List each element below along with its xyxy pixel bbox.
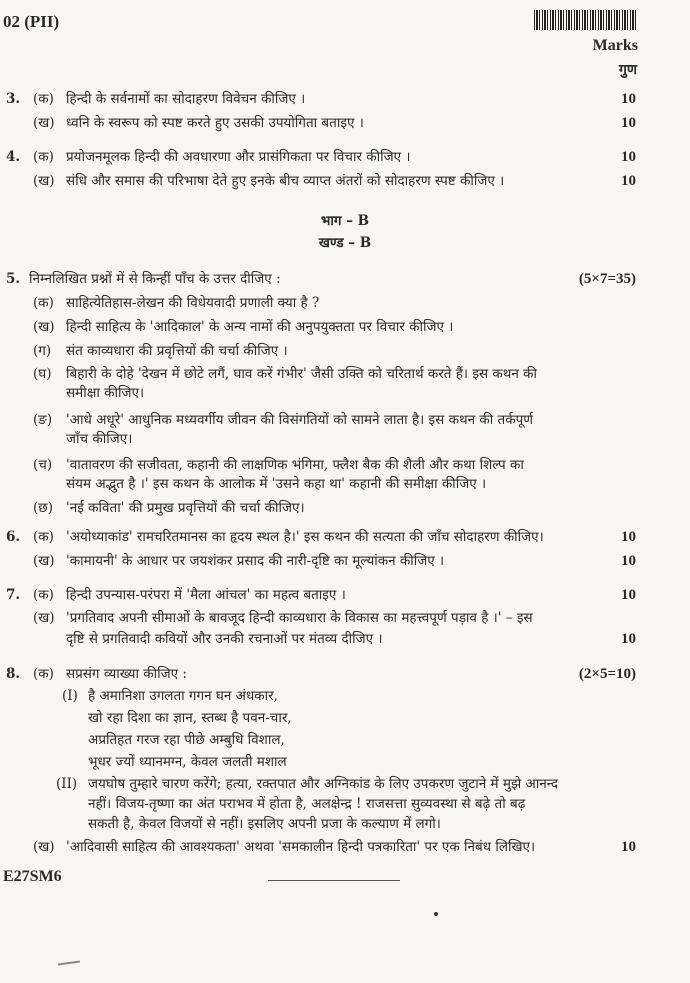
item-text: समीक्षा कीजिए।: [66, 385, 145, 401]
q5-item: [0, 292, 690, 314]
sub-label: (ङ): [33, 412, 53, 428]
poem-line: [0, 729, 690, 751]
marks: 10: [621, 839, 636, 855]
sub-label: (ख): [33, 839, 55, 855]
question-number: 5.: [6, 271, 21, 287]
q8-b: [0, 836, 690, 858]
marks: 10: [621, 553, 636, 569]
prose-text: जयघोष तुम्हारे चारण करेंगे; हत्या, रक्तपात और अग्निकांड के लिए उपकरण जुटाने में मुझे आनन्द: [88, 776, 559, 792]
q3-a: [0, 88, 690, 110]
q6-b: [0, 550, 690, 572]
marks: 10: [621, 631, 636, 647]
q7-b-cont: [0, 628, 690, 650]
poem-text: खो रहा दिशा का ज्ञान, स्तब्ध है पवन-चार,: [88, 710, 292, 726]
q4-b: [0, 170, 690, 192]
sub-label: (क): [33, 295, 54, 311]
footer-rule: [268, 880, 400, 881]
sub-label: (क): [33, 529, 54, 545]
ink-dot: [434, 912, 438, 916]
poem-line: [0, 707, 690, 729]
q5-item: [0, 497, 690, 519]
question-text: सप्रसंग व्याख्या कीजिए :: [66, 666, 187, 682]
question-number: 6.: [6, 529, 21, 545]
part-heading: भाग – B: [320, 213, 370, 229]
question-text: निम्नलिखित प्रश्नों में से किन्हीं पाँच के उत्तर दीजिए :: [29, 271, 281, 287]
item-text: जाँच कीजिए।: [66, 431, 133, 447]
item-text: साहित्येतिहास-लेखन की विधेयवादी प्रणाली क्या है ?: [66, 295, 320, 311]
prose-text: नहीं। विजय-तृष्णा का अंत पराभव में होता है, अलक्षेन्द्र ! राजसत्ता सुव्यवस्था से बढ़े तो बढ़: [88, 796, 526, 812]
poem-text: भूधर ज्यों ध्यानमग्न, केवल जलती मशाल: [88, 754, 287, 770]
question-text: 'प्रगतिवाद अपनी सीमाओं के बावजूद हिन्दी काव्यधारा के विकास का महत्त्वपूर्ण पड़ाव है ।' – इस: [66, 610, 533, 626]
prose-line: [0, 793, 690, 815]
poem-text: है अमानिशा उगलता गगन घन अंधकार,: [88, 688, 278, 704]
marks: 10: [621, 529, 636, 545]
item-text: संत काव्यधारा की प्रवृत्तियों की चर्चा कीजिए ।: [66, 343, 288, 359]
sub-label: (क): [33, 587, 54, 603]
q5-item-cont: [0, 428, 690, 450]
q7-b: [0, 607, 690, 629]
item-text: हिन्दी साहित्य के 'आदिकाल' के अन्य नामों की अनुपयुक्तता पर विचार कीजिए ।: [66, 319, 454, 335]
question-text: संधि और समास की परिभाषा देते हुए इनके बीच व्याप्त अंतरों को सोदाहरण स्पष्ट कीजिए ।: [66, 173, 505, 189]
prose-line: [0, 773, 690, 795]
question-number: 4.: [6, 149, 21, 165]
sub-label: (घ): [33, 366, 52, 382]
prose-line: [0, 813, 690, 835]
sub-label: (क): [33, 91, 54, 107]
sub-label: (च): [33, 457, 53, 473]
question-number: 8.: [6, 666, 21, 682]
sub-label: (ख): [33, 115, 55, 131]
question-text: 'कामायनी' के आधार पर जयशंकर प्रसाद की नारी-दृष्टि का मूल्यांकन कीजिए ।: [66, 553, 445, 569]
item-text: 'नई कविता' की प्रमुख प्रवृत्तियों की चर्चा कीजिए।: [66, 500, 305, 516]
question-number: 3.: [6, 91, 21, 107]
question-number: 7.: [6, 587, 21, 603]
marks: 10: [621, 173, 636, 189]
question-text: हिन्दी के सर्वनामों का सोदाहरण विवेचन कीजिए ।: [66, 91, 306, 107]
question-text: दृष्टि से प्रगतिवादी कवियों और उनकी रचनाओं पर मंतव्य दीजिए ।: [66, 631, 383, 647]
item-text: बिहारी के दोहे 'देखन में छोटे लगैं, घाव करें गंभीर' जैसी उक्ति को चरितार्थ करते हैं। इस कथन की: [66, 366, 538, 382]
sub-label: (ख): [33, 553, 55, 569]
question-text: हिन्दी उपन्यास-परंपरा में 'मैला आंचल' का महत्व बताइए ।: [66, 587, 346, 603]
sub-label: (ख): [33, 610, 55, 626]
q8-a: [0, 663, 690, 685]
question-text: प्रयोजनमूलक हिन्दी की अवधारणा और प्रासंगिकता पर विचार कीजिए ।: [66, 149, 411, 165]
poem-label: (I): [62, 688, 78, 704]
item-text: संयम अद्भुत है ।' इस कथन के आलोक में 'उसने कहा था' कहानी की समीक्षा कीजिए ।: [66, 476, 487, 492]
pen-mark: [58, 960, 80, 965]
poem-text: अप्रतिहत गरज रहा पीछे अम्बुधि विशाल,: [88, 732, 285, 748]
sub-label: (ख): [33, 319, 55, 335]
footer-code: E27SM6: [3, 868, 62, 885]
section-heading: खण्ड – B: [318, 235, 372, 251]
q5-item-cont: [0, 382, 690, 404]
poem-line: [0, 751, 690, 773]
sub-label: (ख): [33, 173, 55, 189]
marks: (2×5=10): [578, 666, 636, 682]
marks: 10: [621, 587, 636, 603]
q6-a: [0, 526, 690, 548]
marks: 10: [621, 91, 636, 107]
item-text: 'आधे अधूरे' आधुनिक मध्यवर्गीय जीवन की विसंगतियों को सामने लाता है। इस कथन की तर्कपूर्ण: [66, 412, 534, 428]
paper-code: 02 (PII): [3, 12, 60, 31]
sub-label: (ग): [33, 343, 52, 359]
question-text: 'आदिवासी साहित्य की आवश्यकता' अथवा 'समकालीन हिन्दी पत्रकारिता' पर एक निबंध लिखिए।: [66, 839, 536, 855]
q5-item-cont: [0, 473, 690, 495]
sub-label: (क): [33, 666, 54, 682]
marks-heading-hindi: गुण: [618, 62, 637, 78]
barcode: [534, 10, 638, 30]
marks: 10: [621, 149, 636, 165]
question-text: 'अयोध्याकांड' रामचरितमानस का हृदय स्थल है।' इस कथन की सत्यता की जाँच सोदाहरण कीजिए।: [66, 529, 544, 545]
marks: (5×7=35): [578, 271, 636, 287]
sub-label: (क): [33, 149, 54, 165]
q5: [0, 268, 690, 290]
poem-line: [0, 685, 690, 707]
marks: 10: [621, 115, 636, 131]
prose-text: सकती है, केवल विजयों से नहीं। इसलिए अपनी प्रजा के कल्याण में लगो।: [88, 816, 441, 832]
q5-item: [0, 316, 690, 338]
prose-label: (II): [56, 776, 78, 792]
question-text: ध्वनि के स्वरूप को स्पष्ट करते हुए उसकी उपयोगिता बताइए ।: [66, 115, 364, 131]
q4-a: [0, 146, 690, 168]
sub-label: (छ): [33, 500, 53, 516]
q3-b: [0, 112, 690, 134]
marks-heading: Marks: [592, 37, 638, 54]
q7-a: [0, 584, 690, 606]
item-text: 'वातावरण की सजीवता, कहानी की लाक्षणिक भंगिमा, फ्लैश बैक की शैली और कथा शिल्प का: [66, 457, 524, 473]
q5-item: [0, 340, 690, 362]
